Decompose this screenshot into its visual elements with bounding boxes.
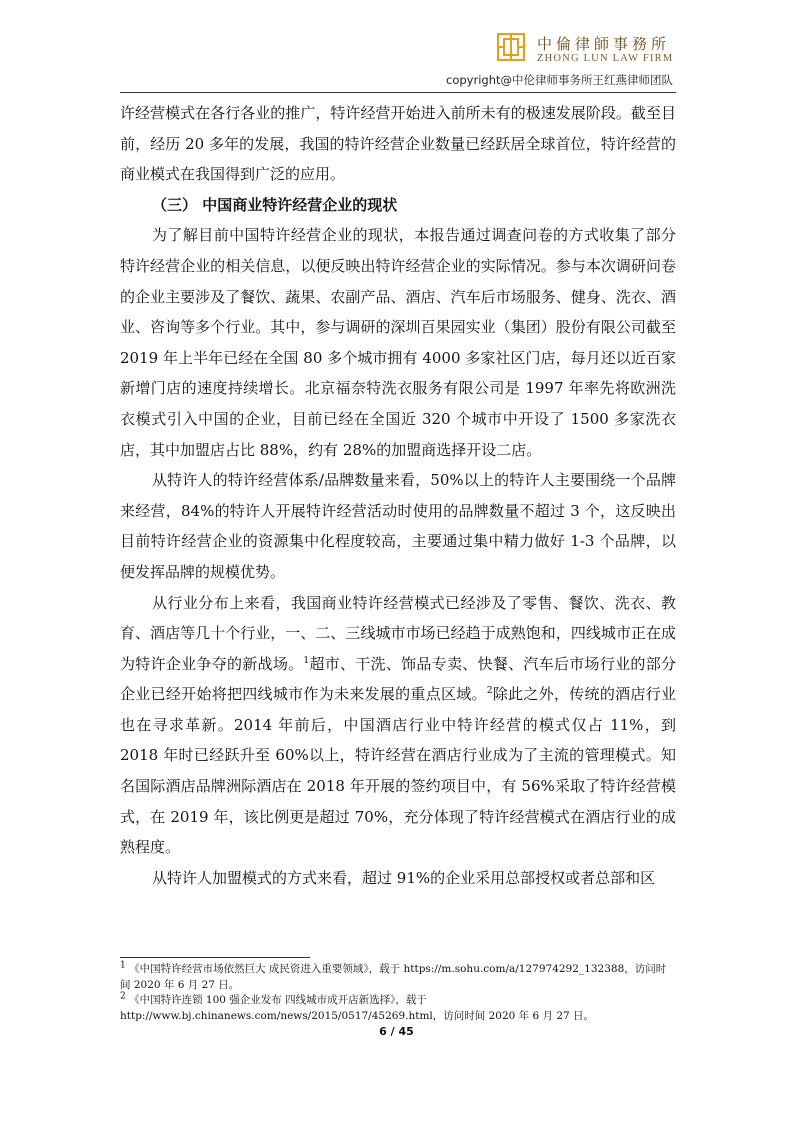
page-number: 6 / 45 (379, 1025, 414, 1038)
paragraph-1: 许经营模式在各行各业的推广，特许经营开始进入前所未有的极速发展阶段。截至目前，经历 20 多年的发展，我国的特许经营企业数量已经跃居全球首位，特许经营的商业模式在我国得到广泛的应用。 (120, 104, 676, 184)
footnote-divider (120, 957, 310, 958)
copyright-line: copyright@中伦律师事务所王红燕律师团队 (446, 73, 673, 87)
paragraph-5: 从特许人加盟模式的方式来看，超过 91%的企业采用总部授权或者总部和区 (152, 868, 656, 887)
footnote-2-text: 《中国特许连锁 100 强企业发布 四线城市成开店新选择》，载于 http://www.bj.chinanews.com/news/2015/0517/45269.html，访问时间 2020 年 6 月 27 日。 (120, 994, 595, 1022)
paragraph-2: 为了解目前中国特许经营企业的现状，本报告通过调查问卷的方式收集了部分特许经营企业的相关信息，以便反映出特许经营企业的实际情况。参与本次调研问卷的企业主要涉及了餐饮、蔬果、农副产品、酒店、汽车后市场服务、健身、洗衣、酒业、咨询等多个行业。其中，参与调研的深圳百果园实业（集团）股份有限公司截至 2019 年上半年已经在全国 80 多个城市拥有 4000 多家社区门店，每月还以近百家新增门店的速度持续增长。北京福奈特洗衣服务有限公司是 1997 年率先将欧洲洗衣模式引入中国的企业，目前已经在全国近 320 个城市中开设了 1500 多家洗衣店，其中加盟店占比 88%，约有 28%的加盟商选择开设二店。 (120, 226, 676, 459)
footnote-1 (120, 962, 676, 993)
footnote-2 (120, 993, 676, 1024)
header-divider (120, 92, 676, 93)
page-header (0, 0, 793, 100)
footnote-2-number: 2 (120, 991, 126, 1002)
firm-name-cn: 中倫律師事務所 (537, 35, 671, 53)
footnotes (120, 962, 676, 1024)
footnote-ref-2[interactable]: 2 (486, 686, 493, 697)
zhonglun-logo-icon (497, 33, 525, 61)
paragraph-4-part-a: 从行业分布上来看，我国商业特许经营模式已经涉及了零售、餐饮、洗衣、教育、酒店等几十个行业，一、二、三线城市市场已经趋于成熟饱和，四线城市正在成为特许企业争夺的新战场。 (120, 593, 676, 673)
paragraph-3: 从特许人的特许经营体系/品牌数量来看，50%以上的特许人主要围绕一个品牌来经营，84%的特许人开展特许经营活动时使用的品牌数量不超过 3 个，这反映出目前特许经营企业的资源集中化程度较高，主要通过集中精力做好 1-3 个品牌，以便发挥品牌的规模优势。 (120, 471, 676, 581)
firm-name-en: ZHONG LUN LAW FIRM (537, 53, 674, 64)
footnote-ref-1[interactable]: 1 (303, 655, 310, 666)
body-text (120, 98, 676, 893)
paragraph-4 (120, 588, 676, 863)
paragraph-4-part-b: 超市、干洗、饰品专卖、快餐、汽车后市场行业的部分企业已经开始将把四线城市作为未来发展的重点区域。 (120, 654, 676, 704)
footnote-1-text: 《中国特许经营市场依然巨大 成民资进入重要领域》，载于 https://m.sohu.com/a/127974292_132388，访问时间 2020 年 6 月 27 日。 (120, 963, 667, 991)
paragraph-4-part-c: 除此之外，传统的酒店行业也在寻求革新。2014 年前后，中国酒店行业中特许经营的模式仅占 11%，到 2018 年时已经跃升至 60%以上，特许经营在酒店行业成为了主流的管理模式。知名国际酒店品牌洲际酒店在 2018 年开展的签约项目中，有 56%采取了特许经营模式，在 2019 年，该比例更是超过 70%，充分体现了特许经营模式在酒店行业的成熟程度。 (120, 685, 676, 857)
section-heading: （三） 中国商业特许经营企业的现状 (152, 195, 398, 214)
footnote-1-number: 1 (120, 960, 126, 971)
